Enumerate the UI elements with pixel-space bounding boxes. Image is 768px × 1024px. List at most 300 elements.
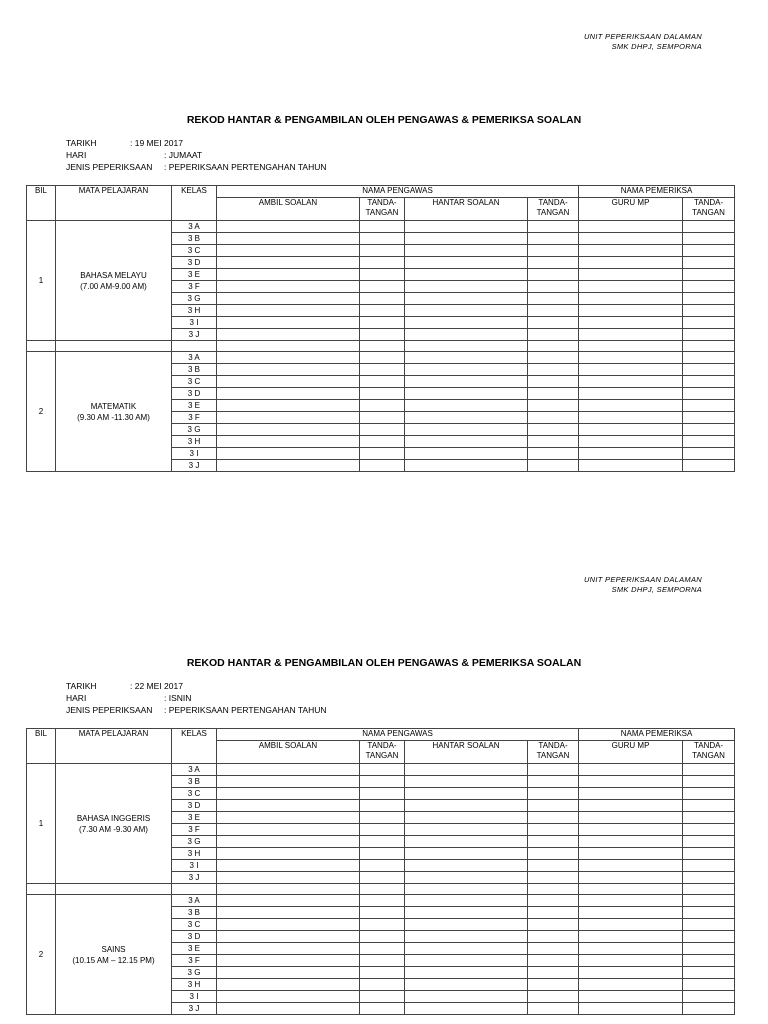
blank-cell <box>405 907 528 919</box>
blank-cell <box>579 245 683 257</box>
blank-cell <box>172 884 217 895</box>
blank-cell <box>217 281 360 293</box>
blank-cell <box>360 872 405 884</box>
blank-cell <box>683 788 735 800</box>
bil-cell: 1 <box>27 221 56 341</box>
kelas-cell: 3 J <box>172 872 217 884</box>
blank-cell <box>360 269 405 281</box>
blank-cell <box>360 919 405 931</box>
tandatangan-line-1: TANDA- <box>693 198 724 207</box>
blank-cell <box>405 812 528 824</box>
blank-cell <box>405 388 528 400</box>
blank-cell <box>217 979 360 991</box>
blank-cell <box>405 931 528 943</box>
blank-cell <box>528 245 579 257</box>
blank-cell <box>405 400 528 412</box>
blank-cell <box>683 424 735 436</box>
header-row-1 <box>27 729 735 741</box>
blank-cell <box>683 341 735 352</box>
kelas-cell: 3 D <box>172 931 217 943</box>
kelas-cell: 3 D <box>172 388 217 400</box>
blank-cell <box>217 895 360 907</box>
subject-name: BAHASA INGGERIS <box>76 813 151 823</box>
blank-cell <box>528 257 579 269</box>
tarikh-label: TARIKH <box>66 681 97 691</box>
blank-cell <box>579 872 683 884</box>
jenis-label: JENIS PEPERIKSAAN <box>66 705 153 715</box>
blank-cell <box>683 460 735 472</box>
blank-cell <box>528 907 579 919</box>
kelas-cell: 3 A <box>172 221 217 233</box>
blank-cell <box>405 329 528 341</box>
kelas-cell: 3 F <box>172 412 217 424</box>
blank-cell <box>217 776 360 788</box>
blank-cell <box>579 305 683 317</box>
nama-pemeriksa-header: NAMA PEMERIKSA <box>579 186 735 198</box>
blank-cell <box>528 848 579 860</box>
blank-cell <box>217 305 360 317</box>
kelas-cell: 3 I <box>172 448 217 460</box>
record-section <box>0 0 768 481</box>
blank-cell <box>217 1003 360 1015</box>
blank-cell <box>528 979 579 991</box>
blank-cell <box>405 317 528 329</box>
blank-cell <box>683 776 735 788</box>
kelas-cell: 3 J <box>172 1003 217 1015</box>
nama-pengawas-header: NAMA PENGAWAS <box>217 186 579 198</box>
blank-cell <box>360 400 405 412</box>
jenis-label: JENIS PEPERIKSAAN <box>66 162 153 172</box>
mata-pelajaran-header: MATA PELAJARAN <box>56 186 172 221</box>
blank-cell <box>217 376 360 388</box>
blank-cell <box>683 317 735 329</box>
blank-cell <box>56 341 172 352</box>
blank-cell <box>683 931 735 943</box>
blank-cell <box>579 800 683 812</box>
blank-cell <box>405 788 528 800</box>
blank-cell <box>360 341 405 352</box>
bil-header: BIL <box>27 186 56 221</box>
tandatangan-line-1: TANDA- <box>538 198 568 207</box>
kelas-cell: 3 B <box>172 907 217 919</box>
blank-cell <box>528 931 579 943</box>
blank-cell <box>528 788 579 800</box>
school-name: SMK DHPJ, SEMPORNA <box>611 585 702 594</box>
blank-cell <box>217 788 360 800</box>
class-row <box>27 352 735 364</box>
blank-cell <box>683 257 735 269</box>
mata-pelajaran-header: MATA PELAJARAN <box>56 729 172 764</box>
blank-cell <box>579 293 683 305</box>
blank-cell <box>217 860 360 872</box>
blank-cell <box>579 412 683 424</box>
blank-cell <box>405 245 528 257</box>
subject-time: (7.00 AM-9.00 AM) <box>80 281 147 291</box>
blank-cell <box>579 460 683 472</box>
blank-cell <box>683 412 735 424</box>
blank-cell <box>217 364 360 376</box>
blank-cell <box>528 293 579 305</box>
blank-cell <box>683 943 735 955</box>
blank-cell <box>683 364 735 376</box>
blank-cell <box>683 221 735 233</box>
blank-cell <box>217 812 360 824</box>
blank-cell <box>579 388 683 400</box>
blank-cell <box>56 884 172 895</box>
blank-cell <box>217 872 360 884</box>
blank-cell <box>360 895 405 907</box>
blank-cell <box>217 412 360 424</box>
kelas-cell: 3 B <box>172 776 217 788</box>
blank-cell <box>405 884 528 895</box>
school-name: SMK DHPJ, SEMPORNA <box>611 42 702 51</box>
blank-cell <box>360 788 405 800</box>
kelas-cell: 3 G <box>172 967 217 979</box>
blank-cell <box>360 884 405 895</box>
blank-cell <box>360 824 405 836</box>
blank-cell <box>528 221 579 233</box>
blank-cell <box>405 836 528 848</box>
tandatangan-guru-header <box>683 198 735 221</box>
blank-cell <box>528 412 579 424</box>
blank-cell <box>405 460 528 472</box>
tarikh-value: : 22 MEI 2017 <box>130 681 183 691</box>
tarikh-value: : 19 MEI 2017 <box>130 138 183 148</box>
blank-cell <box>579 776 683 788</box>
blank-cell <box>683 872 735 884</box>
subject-name: BAHASA MELAYU <box>80 270 147 280</box>
blank-cell <box>360 376 405 388</box>
record-table <box>26 185 735 472</box>
blank-cell <box>579 895 683 907</box>
blank-cell <box>360 221 405 233</box>
blank-cell <box>528 448 579 460</box>
blank-cell <box>528 836 579 848</box>
blank-cell <box>360 412 405 424</box>
subject-time: (10.15 AM – 12.15 PM) <box>72 955 155 965</box>
subject-cell <box>56 221 172 341</box>
blank-cell <box>360 329 405 341</box>
blank-cell <box>528 281 579 293</box>
blank-cell <box>405 233 528 245</box>
blank-cell <box>360 388 405 400</box>
kelas-cell: 3 E <box>172 812 217 824</box>
blank-cell <box>217 221 360 233</box>
blank-cell <box>579 448 683 460</box>
blank-cell <box>405 436 528 448</box>
subject-name: MATEMATIK <box>90 401 137 411</box>
blank-cell <box>528 1003 579 1015</box>
tandatangan-ambil-header <box>360 741 405 764</box>
blank-cell <box>683 884 735 895</box>
blank-cell <box>360 352 405 364</box>
blank-cell <box>360 245 405 257</box>
blank-cell <box>683 967 735 979</box>
blank-cell <box>217 436 360 448</box>
blank-cell <box>360 955 405 967</box>
blank-cell <box>579 764 683 776</box>
blank-cell <box>217 269 360 281</box>
blank-cell <box>405 860 528 872</box>
blank-cell <box>217 884 360 895</box>
blank-cell <box>683 352 735 364</box>
kelas-cell: 3 H <box>172 979 217 991</box>
blank-cell <box>683 448 735 460</box>
bil-header: BIL <box>27 729 56 764</box>
blank-cell <box>360 460 405 472</box>
blank-cell <box>360 1003 405 1015</box>
blank-cell <box>217 991 360 1003</box>
blank-cell <box>405 412 528 424</box>
blank-cell <box>217 400 360 412</box>
ambil-soalan-header: AMBIL SOALAN <box>217 198 360 221</box>
unit-name: UNIT PEPERIKSAAN DALAMAN <box>583 32 702 41</box>
blank-cell <box>360 436 405 448</box>
blank-cell <box>528 860 579 872</box>
record-title: REKOD HANTAR & PENGAMBILAN OLEH PENGAWAS & PEMERIKSA SOALAN <box>186 657 582 669</box>
blank-cell <box>405 967 528 979</box>
hari-value: : JUMAAT <box>164 150 203 160</box>
blank-cell <box>579 860 683 872</box>
blank-cell <box>683 812 735 824</box>
blank-cell <box>683 860 735 872</box>
blank-cell <box>683 848 735 860</box>
tandatangan-hantar-header <box>528 198 579 221</box>
blank-cell <box>683 919 735 931</box>
blank-cell <box>217 907 360 919</box>
blank-cell <box>405 305 528 317</box>
blank-cell <box>405 376 528 388</box>
kelas-cell: 3 C <box>172 245 217 257</box>
tandatangan-line-2: TANGAN <box>536 751 570 760</box>
blank-cell <box>579 436 683 448</box>
kelas-cell: 3 J <box>172 329 217 341</box>
blank-cell <box>360 991 405 1003</box>
blank-cell <box>528 943 579 955</box>
blank-cell <box>360 800 405 812</box>
blank-cell <box>579 824 683 836</box>
blank-cell <box>579 221 683 233</box>
kelas-cell: 3 I <box>172 860 217 872</box>
blank-cell <box>528 955 579 967</box>
blank-cell <box>579 269 683 281</box>
blank-cell <box>579 812 683 824</box>
blank-cell <box>217 352 360 364</box>
blank-cell <box>579 991 683 1003</box>
blank-cell <box>579 341 683 352</box>
blank-cell <box>360 943 405 955</box>
blank-cell <box>528 776 579 788</box>
blank-cell <box>360 281 405 293</box>
blank-cell <box>360 967 405 979</box>
hari-label: HARI <box>66 150 87 160</box>
blank-cell <box>217 329 360 341</box>
blank-cell <box>360 305 405 317</box>
subject-time: (7.30 AM -9.30 AM) <box>79 824 148 834</box>
blank-cell <box>217 388 360 400</box>
blank-cell <box>528 991 579 1003</box>
blank-cell <box>528 436 579 448</box>
blank-cell <box>217 233 360 245</box>
blank-cell <box>405 895 528 907</box>
kelas-cell: 3 A <box>172 895 217 907</box>
blank-cell <box>528 329 579 341</box>
blank-cell <box>528 317 579 329</box>
blank-cell <box>528 800 579 812</box>
tandatangan-line-1: TANDA- <box>367 741 397 750</box>
blank-cell <box>683 824 735 836</box>
blank-cell <box>360 424 405 436</box>
blank-cell <box>528 884 579 895</box>
blank-cell <box>579 943 683 955</box>
header-row-1 <box>27 186 735 198</box>
record-table <box>26 728 735 1015</box>
kelas-cell: 3 D <box>172 800 217 812</box>
blank-cell <box>579 967 683 979</box>
subject-time: (9.30 AM -11.30 AM) <box>77 412 150 422</box>
tandatangan-line-2: TANGAN <box>365 208 399 217</box>
blank-cell <box>360 848 405 860</box>
tandatangan-guru-header <box>683 741 735 764</box>
blank-cell <box>683 400 735 412</box>
nama-pengawas-header: NAMA PENGAWAS <box>217 729 579 741</box>
class-row <box>27 895 735 907</box>
blank-cell <box>579 352 683 364</box>
blank-cell <box>528 895 579 907</box>
blank-cell <box>405 943 528 955</box>
subject-cell <box>56 895 172 1015</box>
blank-cell <box>683 233 735 245</box>
blank-cell <box>683 376 735 388</box>
subject-cell <box>56 764 172 884</box>
blank-cell <box>579 233 683 245</box>
blank-cell <box>360 979 405 991</box>
blank-cell <box>27 884 56 895</box>
kelas-cell: 3 H <box>172 305 217 317</box>
class-row <box>27 221 735 233</box>
tandatangan-line-2: TANGAN <box>692 751 725 760</box>
blank-cell <box>528 400 579 412</box>
kelas-cell: 3 C <box>172 376 217 388</box>
blank-cell <box>683 388 735 400</box>
kelas-cell: 3 H <box>172 436 217 448</box>
blank-cell <box>217 967 360 979</box>
blank-cell <box>528 824 579 836</box>
bil-cell: 2 <box>27 352 56 472</box>
unit-header <box>540 575 702 595</box>
kelas-cell: 3 E <box>172 400 217 412</box>
blank-cell <box>217 257 360 269</box>
blank-cell <box>360 293 405 305</box>
kelas-cell: 3 B <box>172 233 217 245</box>
tandatangan-line-1: TANDA- <box>367 198 397 207</box>
nama-pemeriksa-header: NAMA PEMERIKSA <box>579 729 735 741</box>
blank-cell <box>683 305 735 317</box>
jenis-value: : PEPERIKSAAN PERTENGAHAN TAHUN <box>164 162 327 172</box>
blank-cell <box>217 800 360 812</box>
blank-cell <box>172 341 217 352</box>
blank-cell <box>360 448 405 460</box>
blank-cell <box>405 872 528 884</box>
subject-name: SAINS <box>101 944 126 954</box>
blank-cell <box>217 943 360 955</box>
guru-mp-header: GURU MP <box>579 198 683 221</box>
blank-cell <box>579 424 683 436</box>
blank-cell <box>360 812 405 824</box>
blank-cell <box>528 376 579 388</box>
blank-cell <box>360 257 405 269</box>
blank-cell <box>528 388 579 400</box>
blank-cell <box>579 317 683 329</box>
kelas-cell: 3 B <box>172 364 217 376</box>
tandatangan-line-2: TANGAN <box>365 751 399 760</box>
blank-cell <box>683 800 735 812</box>
blank-cell <box>405 293 528 305</box>
blank-cell <box>683 979 735 991</box>
blank-cell <box>683 436 735 448</box>
blank-cell <box>579 884 683 895</box>
spacer-row <box>27 341 735 352</box>
blank-cell <box>579 1003 683 1015</box>
tarikh-label: TARIKH <box>66 138 97 148</box>
blank-cell <box>579 836 683 848</box>
blank-cell <box>683 764 735 776</box>
kelas-cell: 3 E <box>172 943 217 955</box>
blank-cell <box>405 848 528 860</box>
kelas-cell: 3 H <box>172 848 217 860</box>
blank-cell <box>528 967 579 979</box>
blank-cell <box>360 931 405 943</box>
blank-cell <box>528 812 579 824</box>
blank-cell <box>360 364 405 376</box>
kelas-cell: 3 A <box>172 352 217 364</box>
blank-cell <box>579 376 683 388</box>
kelas-cell: 3 I <box>172 317 217 329</box>
class-row <box>27 764 735 776</box>
spacer-row <box>27 884 735 895</box>
tandatangan-hantar-header <box>528 741 579 764</box>
kelas-cell: 3 G <box>172 424 217 436</box>
blank-cell <box>579 979 683 991</box>
blank-cell <box>360 233 405 245</box>
tandatangan-line-2: TANGAN <box>536 208 570 217</box>
blank-cell <box>217 317 360 329</box>
blank-cell <box>405 221 528 233</box>
blank-cell <box>405 991 528 1003</box>
blank-cell <box>528 764 579 776</box>
tandatangan-line-1: TANDA- <box>538 741 568 750</box>
blank-cell <box>528 305 579 317</box>
blank-cell <box>528 364 579 376</box>
blank-cell <box>405 269 528 281</box>
blank-cell <box>683 269 735 281</box>
blank-cell <box>405 341 528 352</box>
blank-cell <box>405 824 528 836</box>
unit-name: UNIT PEPERIKSAAN DALAMAN <box>583 575 702 584</box>
blank-cell <box>683 245 735 257</box>
blank-cell <box>360 317 405 329</box>
kelas-header: KELAS <box>172 729 217 764</box>
blank-cell <box>528 352 579 364</box>
blank-cell <box>528 233 579 245</box>
blank-cell <box>579 931 683 943</box>
blank-cell <box>360 907 405 919</box>
kelas-cell: 3 G <box>172 836 217 848</box>
blank-cell <box>217 836 360 848</box>
blank-cell <box>683 1003 735 1015</box>
kelas-cell: 3 D <box>172 257 217 269</box>
unit-header <box>540 32 702 52</box>
